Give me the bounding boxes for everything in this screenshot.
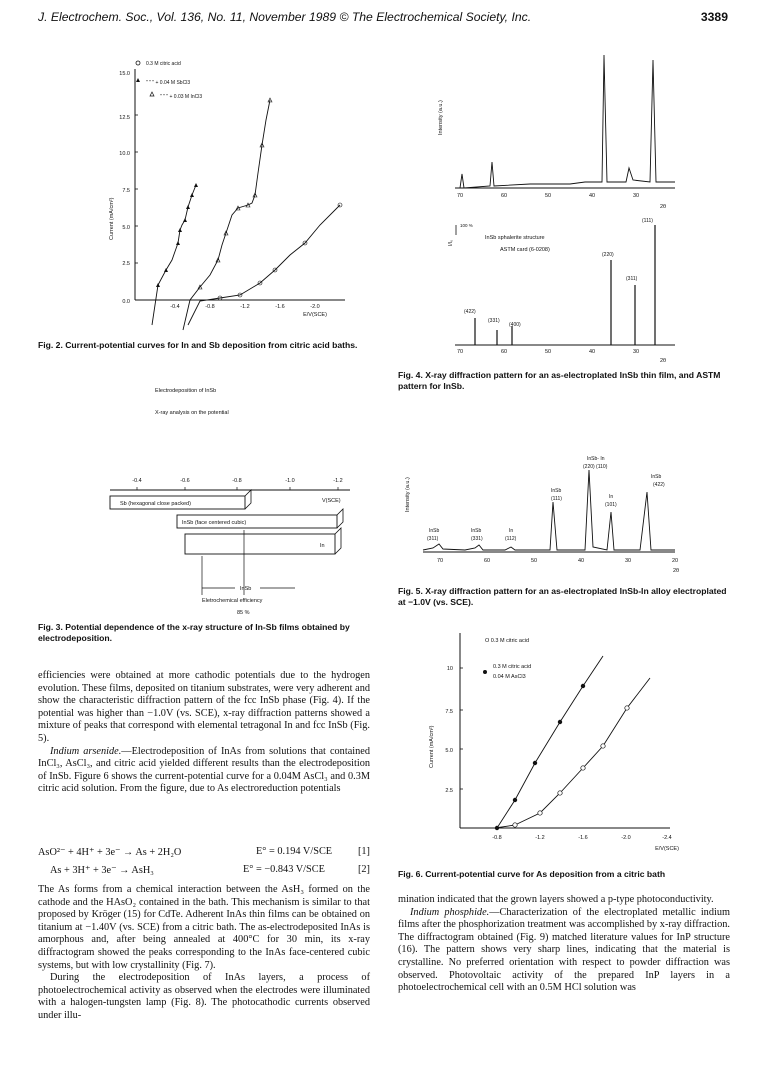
fig6-curve-base xyxy=(495,678,650,828)
fig4-astm-2: ASTM card (6-0208) xyxy=(500,247,550,253)
fig5-label: (331) xyxy=(471,536,483,542)
fig5-xtick: 60 xyxy=(483,558,491,564)
fig4-xlabel-astm: 2θ xyxy=(660,358,667,364)
fig3-tick: -1.2 xyxy=(333,478,343,484)
fig6-base-markers xyxy=(513,706,629,827)
fig4-astm-bars xyxy=(475,225,655,345)
fig5-ylabel: Intensity (a.u.) xyxy=(405,477,411,512)
fig6-legend-1: O 0.3 M citric acid xyxy=(485,638,530,644)
fig4-chart xyxy=(430,50,730,365)
fig3-bar-insb-label: InSb (face centered cubic) xyxy=(182,520,247,526)
fig5-label: (422) xyxy=(653,482,665,488)
fig6-xtick: -0.8 xyxy=(492,835,502,841)
fig6-ytick: 10 xyxy=(446,666,453,672)
fig2-xtick: -1.2 xyxy=(240,304,250,310)
eq1-potential: E° = 0.194 V/SCE xyxy=(256,846,333,857)
fig5-xtick: 30 xyxy=(624,558,632,564)
eq2-body: As + 3H⁺ + 3e⁻ → AsH₃ xyxy=(50,865,154,876)
fig4-pct: 100 % xyxy=(460,223,473,228)
fig2-ytick: 0.0 xyxy=(122,299,130,305)
paragraph: efficiencies were obtained at more cathodic potentials due to the hydrogen evolution. These films, deposited on titanium substrates, were very adherent and show the characteristic diffraction pattern of the fcc InSb phase (Fig. 4). If the potential was higher than −1.0V (vs. SCE), x-ray diffraction patterns showed a mixture of peaks that correspond with elemental tetragonal In and fcc InSb (Fig. 5). xyxy=(38,670,370,744)
fig5-label: (111) xyxy=(551,496,562,502)
fig6-xtick: -2.4 xyxy=(662,835,672,841)
fig4-xtick-astm: 70 xyxy=(456,349,464,355)
fig6-ylabel: Current (mA/cm²) xyxy=(429,725,435,768)
legend-triangle-open xyxy=(150,92,154,96)
paragraph-text: —Characterization of the electroplated metallic indium films after the phosphorization treatment was accomplished by x-ray diffraction. The diffractogram obtained (Fig. 9) matched literature values for InP structure (16). The pattern shows very sharp lines, indicating that the material is crystalline. No preferred orientation with respect to powder diffraction was observed. Photovoltaic activity of the prepared InP layers in a photoelectrochemical cell with an 0.5M HCl solution was xyxy=(398,906,730,994)
fig5-label: InSb xyxy=(651,474,662,480)
fig2-caption: Fig. 2. Current-potential curves for In and Sb deposition from citric acid baths. xyxy=(38,340,358,350)
fig2-ylabel: Current (mA/cm²) xyxy=(109,197,115,240)
fig4-xtick: 30 xyxy=(632,193,640,199)
fig6-legend-2a: 0.3 M citric acid xyxy=(493,664,532,670)
fig5-label: In xyxy=(609,494,614,500)
fig5-xtick: 70 xyxy=(436,558,444,564)
fig4-il: I/I₀ xyxy=(448,239,454,246)
fig3-insb-label: InSb xyxy=(240,586,252,592)
fig3-tick: -0.4 xyxy=(132,478,142,484)
fig6-legend-2b: 0.04 M AsCl3 xyxy=(493,674,526,680)
fig3-title-2: X-ray analysis on the potential xyxy=(155,410,229,416)
fig2-ytick: 7.5 xyxy=(122,188,130,194)
fig5-label: InSb xyxy=(429,528,440,534)
fig2-ytick: 15.0 xyxy=(119,71,130,77)
fig2-legend-2: " " " + 0.04 M SbCl3 xyxy=(146,80,191,86)
fig3-bar-in xyxy=(185,534,335,554)
fig4-xtick-astm: 30 xyxy=(632,349,640,355)
fig6-xtick: -1.2 xyxy=(535,835,545,841)
fig4-ylabel: Intensity (a.u.) xyxy=(438,100,444,135)
fig5-label: In xyxy=(509,528,514,534)
fig2-ytick: 12.5 xyxy=(119,115,130,121)
page-header xyxy=(38,10,728,24)
fig5-xlabel: 2θ xyxy=(673,568,680,574)
fig3-unit: V(SCE) xyxy=(322,498,341,504)
fig4-xtick-astm: 50 xyxy=(544,349,552,355)
fig6-ytick: 2.5 xyxy=(445,788,453,794)
fig3-title-1: Electrodeposition of InSb xyxy=(155,388,217,394)
fig4-astm-1: InSb sphalerite structure xyxy=(485,235,545,241)
fig4-peak: (331) xyxy=(488,318,500,324)
fig4-pattern-line xyxy=(455,55,675,188)
fig3-tick: -1.0 xyxy=(285,478,295,484)
fig5-label: (311) xyxy=(427,536,439,542)
equation-2 xyxy=(38,864,370,876)
fig5-label: (112) xyxy=(505,536,517,542)
section-head: Indium arsenide. xyxy=(50,745,122,757)
fig5-label: InSb xyxy=(471,528,482,534)
fig4-xtick-astm: 40 xyxy=(588,349,596,355)
fig3-bar-in-label: In xyxy=(320,543,325,549)
paragraph: During the electrodeposition of InAs layers, a process of photoelectrochemical activity as observed when the electrodes were illuminated with a halogen-tungsten lamp (Fig. 8). The photocathodic currents observed under illu- xyxy=(38,972,370,1021)
text-column-left-bottom xyxy=(38,884,370,1023)
fig5-label: (101) xyxy=(605,502,617,508)
paragraph-text: —Electrodeposition of InAs from solutions that contained InCl₃, AsCl₃, and citric acid yielded different results than the electrodeposition of InSb. Figure 6 shows the current-potential curve for a 0.04M AsCl₃ and 0.3M citric acid solution. From the figure, due to As electroreduction potentials xyxy=(38,745,370,795)
eq1-number: [1] xyxy=(357,846,370,857)
fig3-bar-sb-label: Sb (hexagonal close packed) xyxy=(120,501,191,507)
eq2-number: [2] xyxy=(357,864,370,875)
fig5-chart xyxy=(395,452,715,582)
paragraph xyxy=(38,746,370,796)
fig2-legend-1: 0.3 M citric acid xyxy=(146,61,181,67)
paragraph xyxy=(398,907,730,995)
fig4-xlabel: 2θ xyxy=(660,204,667,210)
fig5-pattern-line xyxy=(423,470,675,550)
fig2-in-markers xyxy=(156,183,198,287)
text-column-left-top xyxy=(38,670,370,796)
fig5-label: (220) (110) xyxy=(583,464,608,470)
paragraph: The As forms from a chemical interaction between the AsH₃ formed on the cathode and the HAsO₂ contained in the bath. This mechanism is similar to that proposed by Kröger (15) for CdTe. Adherent InAs thin films can be obtained on titanium at −1.40V (vs. SCE) from a citric bath. The as-electrodeposited InAs is amorphous and, after being annealed at 400°C for 30 min, its x-ray diffractogram showed the peaks corresponding to the InAs face-centered cubic systems, but with low crystallinity (Fig. 7). xyxy=(38,884,370,971)
page-number: 3389 xyxy=(700,10,728,24)
fig6-xtick: -2.0 xyxy=(621,835,631,841)
fig2-base-markers xyxy=(218,203,342,300)
fig4-peak: (311) xyxy=(626,276,638,282)
fig2-xtick: -0.4 xyxy=(170,304,180,310)
fig2-xtick: -1.6 xyxy=(275,304,285,310)
fig2-xtick: -2.0 xyxy=(310,304,320,310)
paragraph: mination indicated that the grown layers showed a p-type photoconductivity. xyxy=(398,894,714,905)
fig2-ytick: 10.0 xyxy=(119,151,130,157)
fig4-xtick: 40 xyxy=(588,193,596,199)
legend-triangle-filled xyxy=(136,78,140,82)
fig4-peak: (422) xyxy=(464,309,476,315)
fig3-tick: -0.8 xyxy=(232,478,242,484)
legend-circle-marker xyxy=(136,61,140,65)
fig4-peak: (111) xyxy=(642,218,653,224)
fig5-label: InSb- In xyxy=(587,456,605,462)
fig2-chart xyxy=(100,55,360,340)
fig6-ascl3-markers xyxy=(495,684,585,830)
fig5-caption: Fig. 5. X-ray diffraction pattern for an as-electroplated InSb-In alloy electroplated at −1.0V (vs. SCE). xyxy=(398,586,727,607)
fig2-legend-3: " " " + 0.03 M InCl3 xyxy=(160,94,203,100)
fig5-xtick: 20 xyxy=(671,558,679,564)
fig4-xtick: 50 xyxy=(544,193,552,199)
legend-dot-marker xyxy=(483,670,487,674)
fig6-curve-ascl3 xyxy=(497,656,603,828)
fig3-eff-value: 85 % xyxy=(237,610,250,616)
fig2-ytick: 2.5 xyxy=(122,261,130,267)
fig6-ytick: 7.5 xyxy=(445,709,453,715)
fig4-caption: Fig. 4. X-ray diffraction pattern for an as-electroplated InSb thin film, and ASTM pattern for InSb. xyxy=(398,370,721,391)
eq2-potential: E° = −0.843 V/SCE xyxy=(243,864,325,875)
fig6-xlabel: E/V(SCE) xyxy=(655,846,679,852)
equation-1 xyxy=(38,846,370,858)
fig2-curve-sb xyxy=(183,100,270,330)
fig4-xtick: 70 xyxy=(456,193,464,199)
fig4-xtick: 60 xyxy=(500,193,508,199)
fig2-xtick: -0.8 xyxy=(205,304,215,310)
fig6-caption: Fig. 6. Current-potential curve for As deposition from a citric bath xyxy=(398,869,666,879)
fig4-xtick-astm: 60 xyxy=(500,349,508,355)
fig5-label: InSb xyxy=(551,488,562,494)
fig2-ytick: 5.0 xyxy=(122,225,130,231)
fig6-xtick: -1.6 xyxy=(578,835,588,841)
fig4-peak: (220) xyxy=(602,252,614,258)
fig3-diagram xyxy=(110,380,380,645)
fig3-caption: Fig. 3. Potential dependence of the x-ray structure of In-Sb films obtained by electrodeposition. xyxy=(38,622,350,643)
fig3-eff-label: Eletrochemical efficiency xyxy=(202,598,263,604)
fig6-chart xyxy=(405,628,725,863)
eq1-body: AsO²⁻ + 4H⁺ + 3e⁻ → As + 2H₂O xyxy=(38,847,182,858)
fig6-ytick: 5.0 xyxy=(445,748,453,754)
text-column-right xyxy=(398,894,730,995)
fig5-xtick: 40 xyxy=(577,558,585,564)
fig4-peak: (400) xyxy=(509,322,521,328)
section-head: Indium phosphide. xyxy=(410,906,490,918)
journal-line: J. Electrochem. Soc., Vol. 136, No. 11, November 1989 © The Electrochemical Society, Inc. xyxy=(38,10,532,24)
fig2-xlabel: E/V(SCE) xyxy=(303,312,327,318)
fig3-tick: -0.6 xyxy=(180,478,190,484)
fig5-xtick: 50 xyxy=(530,558,538,564)
fig2-sb-markers xyxy=(198,98,272,289)
